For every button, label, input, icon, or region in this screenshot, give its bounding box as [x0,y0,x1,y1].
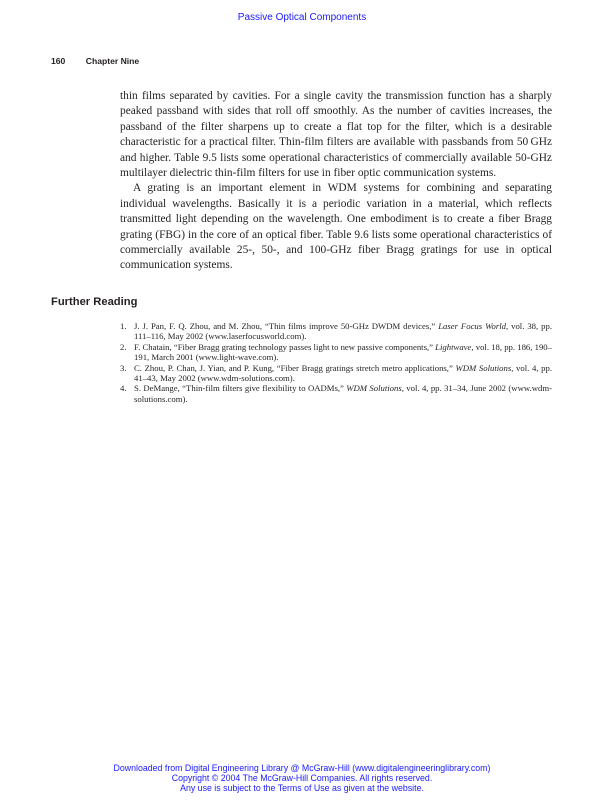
reference-details: , vol. 18, pp. 186, 190–191, March 2001 (www.light-wave.com). [134,341,552,363]
reference-journal: WDM Solutions [346,383,402,394]
reference-item [120,342,552,363]
paragraph: thin films separated by cavities. For a single cavity the transmission function has a sharply peaked passband with sides that roll off smoothly. As the number of cavities increases, the passband of the filter sharpens up to create a flat top for the filter, which is a desirable characteristic for a practical filter. Thin-film filters are available with passbands from 50 GHz and higher. Table 9.5 lists some operational characteristics of commercially available 50-GHz multilayer dielectric thin-film filters for use in fiber optic communication systems. [120,90,552,180]
footer-terms-link[interactable]: Any use is subject to the Terms of Use as given at the website. [180,783,424,793]
page-number: 160 [51,56,66,66]
reference-number: 4. [120,383,127,394]
reference-text: S. DeMange, “Thin-film filters give flexibility to OADMs,” [134,383,347,394]
reference-details: , vol. 4, pp. 31–34, June 2002 (www.wdm-solutions.com). [134,383,552,404]
reference-journal: Laser Focus World [438,321,507,331]
reference-text: C. Zhou, P. Chan, J. Yian, and P. Kung, “Fiber Bragg gratings stretch metro applications,” [134,362,456,373]
reference-number: 1. [120,321,127,331]
reference-item [120,321,552,342]
reference-number: 3. [120,362,127,373]
reference-number: 2. [120,341,127,352]
footer-download-link[interactable]: Downloaded from Digital Engineering Library @ McGraw-Hill (www.digitalengineeringlibrary.com) [113,763,491,773]
reference-text: J. J. Pan, F. Q. Zhou, and M. Zhou, “Thin films improve 50-GHz DWDM devices,” [134,321,439,331]
running-head [51,56,139,66]
section-heading: Further Reading [51,296,138,308]
reference-list [120,321,552,404]
reference-details: , vol. 38, pp. 111–116, May 2002 (www.laserfocusworld.com). [134,321,552,342]
reference-details: , vol. 4, pp. 41–43, May 2002 (www.wdm-solutions.com). [134,362,553,384]
reference-journal: Lightwave [435,341,472,352]
body-text [120,89,552,274]
top-title-link[interactable]: Passive Optical Components [237,12,367,23]
reference-item [120,383,552,404]
reference-journal: WDM Solutions [455,362,512,373]
paragraph: A grating is an important element in WDM systems for combining and separating individual wavelengths. Basically it is a periodic variation in a material, which reflects transmitted light depending on the wavelength. One embodiment is to create a fiber Bragg grating (FBG) in the core of an optical fiber. Table 9.6 lists some operational characteristics of commercially available 25-, 50-, and 100-GHz fiber Bragg gratings for use in optical communication systems. [120,182,552,272]
footer [0,763,604,793]
footer-copyright-link[interactable]: Copyright © 2004 The McGraw-Hill Companies. All rights reserved. [171,773,433,783]
reference-item [120,363,552,384]
chapter-title: Chapter Nine [85,56,140,66]
reference-text: F. Chatain, “Fiber Bragg grating technology passes light to new passive components,” [134,341,436,352]
